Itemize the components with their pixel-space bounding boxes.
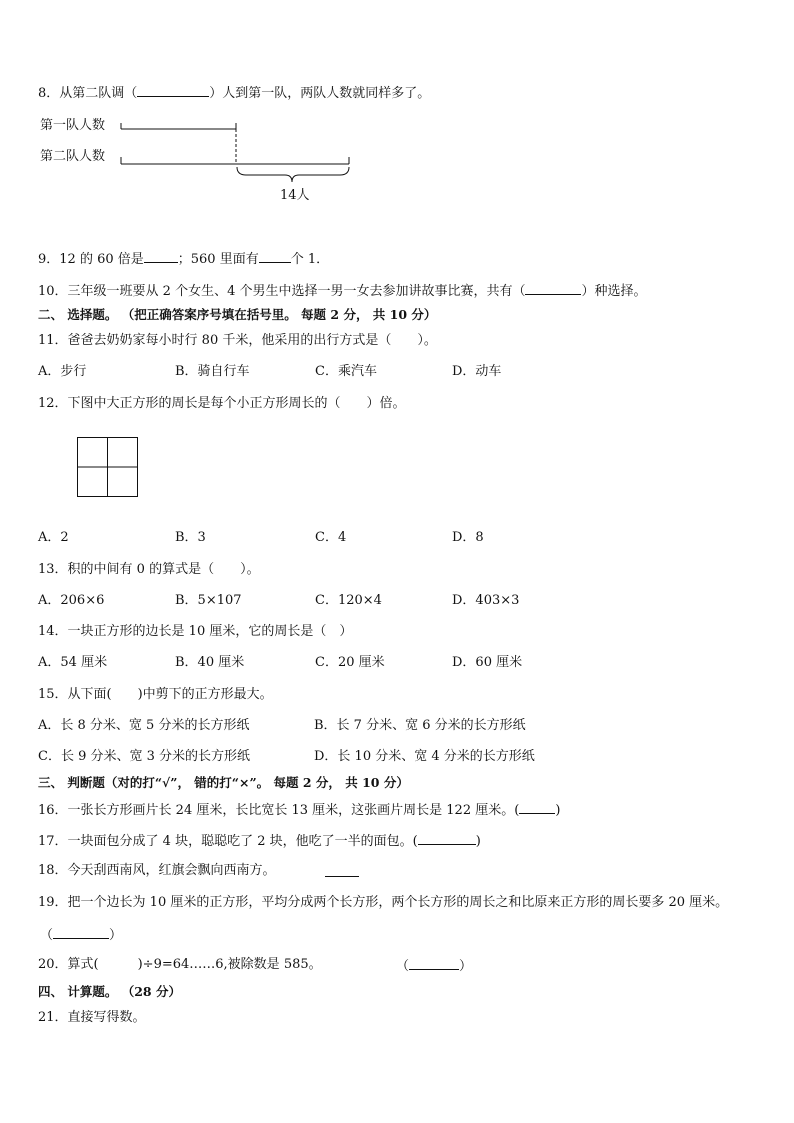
q10-part-a: 10．三年级一班要从 2 个女生、4 个男生中选择一男一女去参加讲故事比赛，共有（: [38, 284, 526, 299]
section-4-heading: 四、 计算题。 （28 分）: [38, 984, 181, 999]
q15-option-c[interactable]: C．长 9 分米、宽 3 分米的长方形纸: [38, 749, 251, 764]
q15-option-d[interactable]: D．长 10 分米、宽 4 分米的长方形纸: [314, 749, 535, 764]
q10-blank[interactable]: [525, 282, 581, 295]
question-17: [38, 832, 481, 850]
q19-close: ）: [109, 928, 123, 943]
q8-prefix: 8．从第二队调（: [38, 86, 138, 101]
section-3-heading: 三、 判断题（对的打“√”， 错的打“×”。 每题 2 分， 共 10 分）: [38, 775, 409, 790]
q18-text: 18．今天刮西南风，红旗会飘向西南方。: [38, 863, 276, 878]
q8-suffix: ）人到第一队，两队人数就同样多了。: [209, 86, 431, 101]
q20-close: ）: [459, 959, 473, 974]
question-19: 19．把一个边长为 10 厘米的正方形，平均分成两个长方形，两个长方形的周长之和比原来正方形的周长要多 20 厘米。: [38, 895, 729, 910]
q14-option-b[interactable]: B．40 厘米: [175, 655, 245, 670]
q19-answer-blank[interactable]: [53, 926, 109, 939]
q20-open: （: [396, 959, 410, 974]
q9-part-b: ；560 里面有: [177, 252, 259, 267]
q13-option-b[interactable]: B．5×107: [175, 593, 242, 608]
q12-option-b[interactable]: B．3: [175, 530, 206, 545]
q19-open: （: [40, 928, 54, 943]
q12-option-a[interactable]: A．2: [38, 530, 69, 545]
q17-text: 17．一块面包分成了 4 块，聪聪吃了 2 块，他吃了一半的面包。(: [38, 834, 418, 849]
q15-option-b[interactable]: B．长 7 分米、宽 6 分米的长方形纸: [314, 718, 526, 733]
question-21: 21．直接写得数。: [38, 1010, 146, 1025]
question-18: [38, 863, 276, 879]
q10-part-b: ）种选择。: [581, 284, 647, 299]
question-12-stem: 12．下图中大正方形的周长是每个小正方形周长的（ ）倍。: [38, 396, 406, 411]
q9-part-a: 9．12 的 60 倍是: [38, 252, 144, 267]
square-grid-figure: [77, 437, 139, 499]
q16-close: ): [555, 803, 561, 818]
q16-text: 16．一张长方形画片长 24 厘米，长比宽长 13 厘米，这张画片周长是 122 厘米。(: [38, 803, 520, 818]
q13-option-a[interactable]: A．206×6: [38, 593, 105, 608]
question-9: [38, 250, 329, 268]
question-13-stem: 13．积的中间有 0 的算式是（ ）。: [38, 562, 260, 577]
difference-label: 14人: [280, 188, 310, 203]
q17-answer-blank[interactable]: [418, 832, 476, 845]
q12-option-d[interactable]: D．8: [452, 530, 484, 545]
question-11-stem: 11．爸爸去奶奶家每小时行 80 千米，他采用的出行方式是（ ）。: [38, 333, 437, 348]
q12-option-c[interactable]: C．4: [315, 530, 347, 545]
q20-answer-blank[interactable]: [409, 957, 459, 970]
q15-option-a[interactable]: A．长 8 分米、宽 5 分米的长方形纸: [38, 718, 250, 733]
question-14-stem: 14．一块正方形的边长是 10 厘米，它的周长是（ ）: [38, 624, 353, 639]
question-20: 20．算式( )÷9=64……6,被除数是 585。: [38, 957, 322, 972]
q14-option-c[interactable]: C．20 厘米: [315, 655, 385, 670]
q16-answer-blank[interactable]: [519, 801, 555, 814]
q17-close: ): [475, 834, 481, 849]
q14-option-d[interactable]: D．60 厘米: [452, 655, 523, 670]
q20-answer: [396, 957, 472, 975]
question-16: [38, 801, 560, 819]
q13-option-c[interactable]: C．120×4: [315, 593, 382, 608]
q9-part-c: 个 1．: [290, 252, 330, 267]
q19-answer: [40, 926, 122, 944]
q11-option-a[interactable]: A．步行: [38, 364, 87, 379]
q18-answer-blank[interactable]: [325, 864, 359, 877]
q11-option-c[interactable]: C．乘汽车: [315, 364, 377, 379]
segment-diagram: [0, 0, 794, 200]
q9-blank-1[interactable]: [144, 250, 178, 263]
q14-option-a[interactable]: A．54 厘米: [38, 655, 108, 670]
q11-option-b[interactable]: B．骑自行车: [175, 364, 250, 379]
q11-option-d[interactable]: D．动车: [452, 364, 502, 379]
question-15-stem: 15．从下面( )中剪下的正方形最大。: [38, 687, 273, 702]
question-10: [38, 282, 647, 300]
q9-blank-2[interactable]: [259, 250, 291, 263]
team1-label: 第一队人数: [40, 118, 106, 133]
team2-label: 第二队人数: [40, 149, 106, 164]
section-2-heading: 二、 选择题。 （把正确答案序号填在括号里。 每题 2 分， 共 10 分）: [38, 307, 437, 322]
q13-option-d[interactable]: D．403×3: [452, 593, 520, 608]
